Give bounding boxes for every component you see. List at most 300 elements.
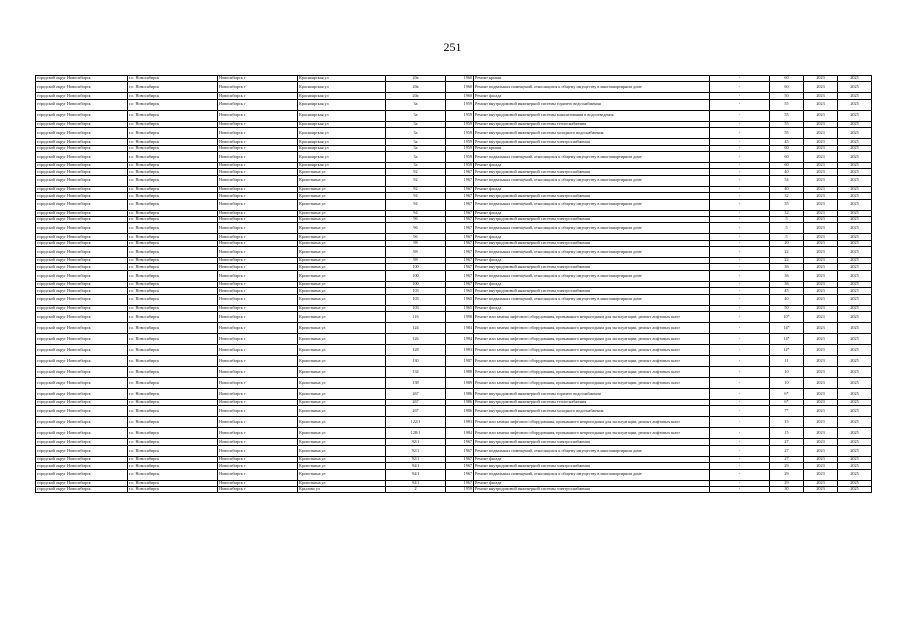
table-cell-value: 15 <box>770 417 804 428</box>
table-cell-dash: - <box>710 270 770 281</box>
table-cell-settlement: г.о. Новосибирск <box>128 193 218 199</box>
table-cell-settlement: г.о. Новосибирск <box>128 175 218 186</box>
table-cell-house: 96 <box>386 223 446 234</box>
capital-repair-table-wrapper <box>35 75 871 493</box>
table-cell-dash: - <box>710 345 770 356</box>
table-cell-dash: - <box>710 210 770 216</box>
table-cell-value: 30 <box>770 486 804 492</box>
table-cell-work: Ремонт фасада <box>474 210 710 216</box>
table-cell-start_year: 2023 <box>804 389 838 400</box>
table-cell-end_year: 2025 <box>838 99 872 110</box>
table-cell-end_year: 2025 <box>838 258 872 264</box>
table-cell-end_year: 2025 <box>838 169 872 175</box>
table-cell-house: 103 <box>386 288 446 294</box>
table-cell-city: Новосибирск г <box>218 428 298 439</box>
table-cell-year: 1967 <box>446 469 474 480</box>
table-cell-dash: - <box>710 76 770 82</box>
table-cell-city: Новосибирск г <box>218 389 298 400</box>
table-cell-house: 92/1 <box>386 439 446 445</box>
table-cell-end_year: 2025 <box>838 345 872 356</box>
table-cell-house: 267 <box>386 400 446 406</box>
table-cell-year: 1986 <box>446 406 474 417</box>
table-cell-end_year: 2025 <box>838 210 872 216</box>
table-cell-city: Новосибирск г <box>218 367 298 378</box>
table-cell-settlement: г.о. Новосибирск <box>128 456 218 462</box>
table-cell-street: Красноярская ул <box>298 93 386 99</box>
table-cell-start_year: 2023 <box>804 345 838 356</box>
table-cell-street: Красноярская ул <box>298 151 386 162</box>
table-row <box>36 175 872 186</box>
table-cell-value: 27 <box>770 439 804 445</box>
table-cell-dash: - <box>710 216 770 222</box>
table-cell-year: 1967 <box>446 445 474 456</box>
table-cell-city: Новосибирск г <box>218 76 298 82</box>
table-row <box>36 199 872 210</box>
table-cell-settlement: г.о. Новосибирск <box>128 151 218 162</box>
table-cell-start_year: 2023 <box>804 186 838 192</box>
table-cell-street: Кропоткина ул <box>298 456 386 462</box>
table-cell-house: 128/1 <box>386 428 446 439</box>
table-cell-district: городской округ Новосибирск <box>36 463 128 469</box>
table-cell-end_year: 2025 <box>838 323 872 334</box>
table-cell-end_year: 2025 <box>838 216 872 222</box>
table-cell-start_year: 2023 <box>804 99 838 110</box>
table-cell-start_year: 2023 <box>804 145 838 151</box>
table-cell-house: 100 <box>386 281 446 287</box>
table-cell-dash: - <box>710 486 770 492</box>
table-cell-city: Новосибирск г <box>218 345 298 356</box>
table-cell-dash: - <box>710 417 770 428</box>
table-cell-end_year: 2025 <box>838 247 872 258</box>
table-cell-city: Новосибирск г <box>218 334 298 345</box>
table-cell-dash: - <box>710 139 770 145</box>
table-cell-street: Крылова ул <box>298 486 386 492</box>
table-row <box>36 270 872 281</box>
table-cell-city: Новосибирск г <box>218 169 298 175</box>
table-row <box>36 367 872 378</box>
table-cell-work: Ремонт внутридомовой инженерной системы теплоснабжения <box>474 121 710 127</box>
table-cell-district: городской округ Новосибирск <box>36 93 128 99</box>
table-cell-city: Новосибирск г <box>218 216 298 222</box>
table-cell-street: Кропоткина ул <box>298 305 386 311</box>
table-cell-value: 36 <box>770 270 804 281</box>
table-cell-value: 15 <box>770 428 804 439</box>
table-cell-start_year: 2023 <box>804 469 838 480</box>
table-cell-work: Ремонт или замена лифтового оборудования, признанного непригодным для эксплуатации, ремонт лифтовых шахт <box>474 417 710 428</box>
table-cell-district: городской округ Новосибирск <box>36 323 128 334</box>
table-cell-year: 1967 <box>446 169 474 175</box>
table-cell-city: Новосибирск г <box>218 82 298 93</box>
table-cell-value: 27 <box>770 445 804 456</box>
table-cell-street: Кропоткина ул <box>298 345 386 356</box>
table-cell-end_year: 2025 <box>838 356 872 367</box>
table-cell-city: Новосибирск г <box>218 247 298 258</box>
table-cell-settlement: г.о. Новосибирск <box>128 389 218 400</box>
table-cell-city: Новосибирск г <box>218 469 298 480</box>
table-cell-start_year: 2023 <box>804 356 838 367</box>
table-cell-settlement: г.о. Новосибирск <box>128 439 218 445</box>
table-cell-end_year: 2025 <box>838 294 872 305</box>
table-cell-value: 40 <box>770 294 804 305</box>
table-cell-city: Новосибирск г <box>218 162 298 168</box>
table-cell-value: 32 <box>770 193 804 199</box>
table-cell-house: 3а <box>386 99 446 110</box>
table-cell-work: Ремонт подвальных помещений, относящихся к общему имуществу в многоквартирном доме <box>474 151 710 162</box>
table-cell-end_year: 2025 <box>838 76 872 82</box>
table-cell-end_year: 2025 <box>838 186 872 192</box>
table-cell-start_year: 2023 <box>804 258 838 264</box>
table-cell-district: городской округ Новосибирск <box>36 281 128 287</box>
table-cell-work: Ремонт или замена лифтового оборудования, признанного непригодным для эксплуатации, ремонт лифтовых шахт <box>474 378 710 389</box>
table-cell-end_year: 2025 <box>838 234 872 240</box>
table-cell-year: 1965 <box>446 294 474 305</box>
table-cell-start_year: 2023 <box>804 480 838 486</box>
table-cell-value: 45 <box>770 139 804 145</box>
table-cell-settlement: г.о. Новосибирск <box>128 400 218 406</box>
table-cell-value: 60 <box>770 162 804 168</box>
table-cell-house: 2 <box>386 486 446 492</box>
table-cell-district: городской округ Новосибирск <box>36 110 128 121</box>
table-cell-start_year: 2023 <box>804 151 838 162</box>
table-cell-start_year: 2023 <box>804 210 838 216</box>
table-cell-dash: - <box>710 186 770 192</box>
table-cell-start_year: 2023 <box>804 323 838 334</box>
table-cell-year: 1986 <box>446 389 474 400</box>
table-cell-dash: - <box>710 162 770 168</box>
table-cell-settlement: г.о. Новосибирск <box>128 445 218 456</box>
table-cell-value: 14* <box>770 323 804 334</box>
table-cell-dash: - <box>710 281 770 287</box>
table-cell-street: Красноярская ул <box>298 145 386 151</box>
table-cell-dash: - <box>710 305 770 311</box>
table-cell-street: Красноярская ул <box>298 82 386 93</box>
table-cell-end_year: 2025 <box>838 281 872 287</box>
table-cell-start_year: 2023 <box>804 417 838 428</box>
table-cell-district: городской округ Новосибирск <box>36 417 128 428</box>
table-cell-value: 40 <box>770 169 804 175</box>
table-cell-year: 1959 <box>446 145 474 151</box>
table-cell-start_year: 2023 <box>804 367 838 378</box>
table-cell-start_year: 2023 <box>804 264 838 270</box>
table-cell-settlement: г.о. Новосибирск <box>128 480 218 486</box>
table-cell-city: Новосибирск г <box>218 199 298 210</box>
table-cell-work: Ремонт внутридомовой инженерной системы электроснабжения <box>474 288 710 294</box>
table-cell-start_year: 2023 <box>804 93 838 99</box>
table-cell-house: 92 <box>386 169 446 175</box>
table-cell-value: 60 <box>770 145 804 151</box>
table-cell-work: Ремонт фасада <box>474 162 710 168</box>
table-cell-start_year: 2023 <box>804 312 838 323</box>
table-cell-house: 3а <box>386 162 446 168</box>
table-cell-house: 94 <box>386 199 446 210</box>
table-cell-end_year: 2025 <box>838 175 872 186</box>
capital-repair-table <box>35 75 872 493</box>
table-row <box>36 356 872 367</box>
table-cell-end_year: 2025 <box>838 378 872 389</box>
table-cell-house: 130 <box>386 356 446 367</box>
table-cell-value: 29 <box>770 463 804 469</box>
table-cell-house: 94/1 <box>386 463 446 469</box>
table-cell-start_year: 2023 <box>804 486 838 492</box>
table-cell-district: городской округ Новосибирск <box>36 128 128 139</box>
table-row <box>36 82 872 93</box>
table-cell-district: городской округ Новосибирск <box>36 76 128 82</box>
table-cell-work: Ремонт внутридомовой инженерной системы электроснабжения <box>474 169 710 175</box>
table-cell-house: 3а <box>386 121 446 127</box>
table-cell-year: 1967 <box>446 480 474 486</box>
table-cell-city: Новосибирск г <box>218 281 298 287</box>
table-cell-city: Новосибирск г <box>218 305 298 311</box>
table-row <box>36 389 872 400</box>
table-cell-year: 1960 <box>446 93 474 99</box>
table-cell-street: Кропоткина ул <box>298 199 386 210</box>
table-cell-street: Кропоткина ул <box>298 428 386 439</box>
table-cell-year: 1984 <box>446 334 474 345</box>
table-cell-value: 32 <box>770 210 804 216</box>
table-cell-year: 1984 <box>446 428 474 439</box>
table-cell-value: 5 <box>770 234 804 240</box>
table-cell-end_year: 2025 <box>838 456 872 462</box>
table-cell-value: 12* <box>770 345 804 356</box>
table-cell-house: 3а <box>386 151 446 162</box>
table-cell-year: 1960 <box>446 76 474 82</box>
table-cell-start_year: 2023 <box>804 216 838 222</box>
table-cell-settlement: г.о. Новосибирск <box>128 305 218 311</box>
table-cell-city: Новосибирск г <box>218 223 298 234</box>
table-cell-district: городской округ Новосибирск <box>36 312 128 323</box>
table-cell-dash: - <box>710 367 770 378</box>
table-cell-dash: - <box>710 463 770 469</box>
table-cell-house: 92 <box>386 175 446 186</box>
table-cell-settlement: г.о. Новосибирск <box>128 281 218 287</box>
table-cell-district: городской округ Новосибирск <box>36 480 128 486</box>
table-cell-end_year: 2025 <box>838 151 872 162</box>
table-cell-end_year: 2025 <box>838 110 872 121</box>
table-cell-settlement: г.о. Новосибирск <box>128 210 218 216</box>
table-cell-start_year: 2023 <box>804 334 838 345</box>
table-cell-district: городской округ Новосибирск <box>36 367 128 378</box>
table-cell-year: 1986 <box>446 400 474 406</box>
table-cell-end_year: 2025 <box>838 139 872 145</box>
table-cell-house: 92/1 <box>386 456 446 462</box>
table-cell-city: Новосибирск г <box>218 93 298 99</box>
table-cell-work: Ремонт подвальных помещений, относящихся к общему имуществу в многоквартирном доме <box>474 445 710 456</box>
table-cell-value: 40 <box>770 186 804 192</box>
table-cell-settlement: г.о. Новосибирск <box>128 334 218 345</box>
table-cell-house: 267 <box>386 406 446 417</box>
table-cell-year: 1967 <box>446 264 474 270</box>
table-cell-district: городской округ Новосибирск <box>36 294 128 305</box>
table-cell-work: Ремонт фасада <box>474 480 710 486</box>
table-cell-house: 20а <box>386 93 446 99</box>
table-cell-work: Ремонт подвальных помещений, относящихся к общему имуществу в многоквартирном доме <box>474 82 710 93</box>
table-cell-year: 1967 <box>446 216 474 222</box>
table-cell-district: городской округ Новосибирск <box>36 99 128 110</box>
table-cell-house: 94 <box>386 193 446 199</box>
table-cell-value: 7* <box>770 406 804 417</box>
table-cell-house: 116 <box>386 312 446 323</box>
table-cell-dash: - <box>710 294 770 305</box>
table-cell-start_year: 2023 <box>804 169 838 175</box>
table-cell-work: Ремонт внутридомовой инженерной системы электроснабжения <box>474 486 710 492</box>
table-cell-year: 1989 <box>446 378 474 389</box>
table-cell-work: Ремонт фасада <box>474 93 710 99</box>
table-cell-district: городской округ Новосибирск <box>36 456 128 462</box>
table-row <box>36 406 872 417</box>
table-cell-year: 1967 <box>446 281 474 287</box>
table-cell-year: 1959 <box>446 486 474 492</box>
table-cell-work: Ремонт подвальных помещений, относящихся к общему имуществу в многоквартирном доме <box>474 223 710 234</box>
table-row <box>36 486 872 492</box>
table-cell-work: Ремонт подвальных помещений, относящихся к общему имуществу в многоквартирном доме <box>474 270 710 281</box>
table-cell-end_year: 2025 <box>838 240 872 246</box>
table-cell-work: Ремонт внутридомовой инженерной системы холодного водоснабжения <box>474 406 710 417</box>
table-cell-house: 128 <box>386 345 446 356</box>
table-cell-start_year: 2023 <box>804 400 838 406</box>
table-cell-end_year: 2025 <box>838 121 872 127</box>
table-cell-start_year: 2023 <box>804 456 838 462</box>
table-cell-settlement: г.о. Новосибирск <box>128 258 218 264</box>
table-cell-settlement: г.о. Новосибирск <box>128 186 218 192</box>
table-cell-street: Кропоткина ул <box>298 258 386 264</box>
table-cell-street: Кропоткина ул <box>298 439 386 445</box>
table-cell-street: Кропоткина ул <box>298 234 386 240</box>
table-cell-city: Новосибирск г <box>218 486 298 492</box>
table-cell-district: городской округ Новосибирск <box>36 356 128 367</box>
table-row <box>36 445 872 456</box>
table-cell-city: Новосибирск г <box>218 288 298 294</box>
table-cell-city: Новосибирск г <box>218 110 298 121</box>
table-cell-district: городской округ Новосибирск <box>36 145 128 151</box>
table-cell-settlement: г.о. Новосибирск <box>128 469 218 480</box>
table-cell-start_year: 2023 <box>804 193 838 199</box>
table-row <box>36 294 872 305</box>
table-cell-district: городской округ Новосибирск <box>36 469 128 480</box>
table-cell-settlement: г.о. Новосибирск <box>128 110 218 121</box>
table-cell-work: Ремонт внутридомовой инженерной системы горячего водоснабжения <box>474 99 710 110</box>
table-cell-value: 10* <box>770 312 804 323</box>
table-cell-end_year: 2025 <box>838 469 872 480</box>
table-cell-settlement: г.о. Новосибирск <box>128 199 218 210</box>
table-cell-settlement: г.о. Новосибирск <box>128 463 218 469</box>
table-cell-year: 1983 <box>446 345 474 356</box>
table-cell-year: 1967 <box>446 439 474 445</box>
table-cell-year: 1959 <box>446 139 474 145</box>
table-cell-city: Новосибирск г <box>218 294 298 305</box>
table-cell-district: городской округ Новосибирск <box>36 247 128 258</box>
table-cell-street: Кропоткина ул <box>298 264 386 270</box>
table-cell-dash: - <box>710 356 770 367</box>
table-cell-house: 20а <box>386 76 446 82</box>
table-cell-house: 92/1 <box>386 445 446 456</box>
table-cell-year: 1959 <box>446 128 474 139</box>
table-cell-city: Новосибирск г <box>218 258 298 264</box>
table-cell-settlement: г.о. Новосибирск <box>128 139 218 145</box>
table-cell-year: 1967 <box>446 247 474 258</box>
table-cell-value: 29 <box>770 469 804 480</box>
table-cell-street: Кропоткина ул <box>298 288 386 294</box>
table-cell-year: 1984 <box>446 323 474 334</box>
table-cell-value: 27 <box>770 456 804 462</box>
table-cell-start_year: 2023 <box>804 121 838 127</box>
table-cell-settlement: г.о. Новосибирск <box>128 169 218 175</box>
table-cell-district: городской округ Новосибирск <box>36 139 128 145</box>
table-cell-dash: - <box>710 378 770 389</box>
table-cell-work: Ремонт внутридомовой инженерной системы холодного водоснабжения <box>474 128 710 139</box>
table-cell-settlement: г.о. Новосибирск <box>128 312 218 323</box>
table-cell-work: Ремонт внутридомовой инженерной системы теплоснабжения <box>474 400 710 406</box>
table-cell-value: 5 <box>770 216 804 222</box>
table-cell-value: 20 <box>770 240 804 246</box>
table-cell-city: Новосибирск г <box>218 439 298 445</box>
table-cell-year: 1967 <box>446 223 474 234</box>
table-cell-house: 134 <box>386 367 446 378</box>
table-cell-dash: - <box>710 110 770 121</box>
table-cell-city: Новосибирск г <box>218 356 298 367</box>
table-cell-value: 45 <box>770 288 804 294</box>
table-cell-settlement: г.о. Новосибирск <box>128 76 218 82</box>
table-cell-value: 5 <box>770 223 804 234</box>
table-cell-settlement: г.о. Новосибирск <box>128 240 218 246</box>
table-cell-end_year: 2025 <box>838 480 872 486</box>
table-cell-district: городской округ Новосибирск <box>36 439 128 445</box>
table-cell-district: городской округ Новосибирск <box>36 234 128 240</box>
table-row <box>36 110 872 121</box>
table-cell-work: Ремонт внутридомовой инженерной системы электроснабжения <box>474 216 710 222</box>
table-cell-street: Кропоткина ул <box>298 480 386 486</box>
table-cell-district: городской округ Новосибирск <box>36 445 128 456</box>
table-cell-work: Ремонт или замена лифтового оборудования, признанного непригодным для эксплуатации, ремонт лифтовых шахт <box>474 334 710 345</box>
table-cell-settlement: г.о. Новосибирск <box>128 294 218 305</box>
table-cell-end_year: 2025 <box>838 128 872 139</box>
table-cell-year: 1967 <box>446 240 474 246</box>
table-cell-house: 267 <box>386 389 446 400</box>
table-cell-start_year: 2023 <box>804 247 838 258</box>
table-cell-district: городской округ Новосибирск <box>36 270 128 281</box>
table-cell-street: Красноярская ул <box>298 121 386 127</box>
table-cell-start_year: 2023 <box>804 445 838 456</box>
table-cell-street: Кропоткина ул <box>298 406 386 417</box>
table-cell-street: Кропоткина ул <box>298 223 386 234</box>
table-cell-year: 1959 <box>446 151 474 162</box>
table-cell-work: Ремонт подвальных помещений, относящихся к общему имуществу в многоквартирном доме <box>474 247 710 258</box>
table-cell-house: 94/1 <box>386 469 446 480</box>
table-cell-district: городской округ Новосибирск <box>36 151 128 162</box>
table-cell-settlement: г.о. Новосибирск <box>128 345 218 356</box>
table-cell-street: Кропоткина ул <box>298 240 386 246</box>
table-cell-end_year: 2025 <box>838 93 872 99</box>
table-cell-start_year: 2023 <box>804 294 838 305</box>
table-cell-start_year: 2023 <box>804 270 838 281</box>
table-cell-city: Новосибирск г <box>218 99 298 110</box>
table-cell-dash: - <box>710 121 770 127</box>
table-cell-house: 100 <box>386 264 446 270</box>
table-cell-year: 1959 <box>446 121 474 127</box>
table-cell-end_year: 2025 <box>838 199 872 210</box>
table-cell-year: 1967 <box>446 456 474 462</box>
table-cell-value: 14* <box>770 334 804 345</box>
table-cell-value: 54 <box>770 175 804 186</box>
table-cell-city: Новосибирск г <box>218 463 298 469</box>
table-cell-street: Красноярская ул <box>298 76 386 82</box>
table-cell-city: Новосибирск г <box>218 145 298 151</box>
table-cell-district: городской округ Новосибирск <box>36 428 128 439</box>
table-cell-district: городской округ Новосибирск <box>36 175 128 186</box>
table-cell-district: городской округ Новосибирск <box>36 186 128 192</box>
table-cell-year: 1967 <box>446 175 474 186</box>
table-cell-end_year: 2025 <box>838 439 872 445</box>
table-cell-end_year: 2025 <box>838 334 872 345</box>
